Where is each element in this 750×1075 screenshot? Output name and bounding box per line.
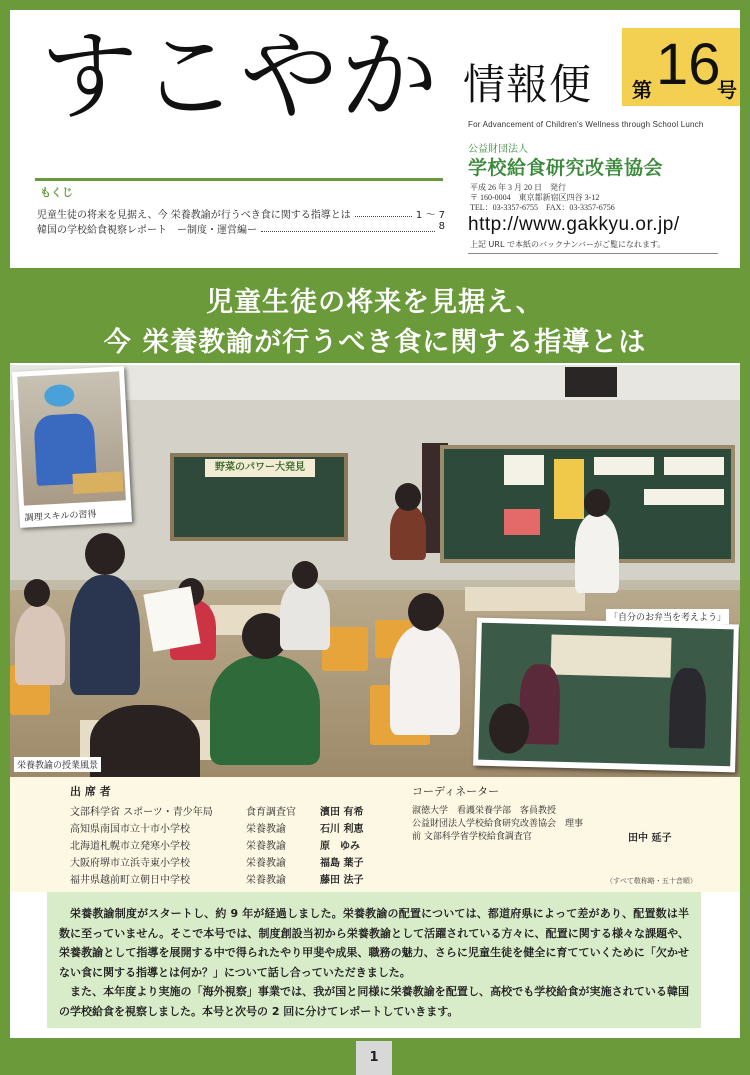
caption-cooking: 調理スキルの習得 [21,506,100,525]
student-figure [15,605,65,685]
participant-name: 福島 葉子 [320,858,364,869]
publish-date: 平成 26 年 3 月 20 日 発行 [470,183,566,192]
student-figure [488,703,529,754]
caption-bento: 「自分のお弁当を考えよう」 [606,609,729,624]
coordinator-label: コーディネーター [412,785,500,798]
cutting-board [72,471,123,494]
header-divider [468,253,718,254]
inset-photo-bento [473,618,739,773]
issue-prefix: 第 [632,78,652,102]
toc-leader [355,206,412,217]
toc-heading: もくじ [40,186,73,199]
board-card [504,509,540,535]
inset-photo-bento-image [478,623,733,767]
toc-item-title: 韓国の学校給食視察レポート ー制度・運営編ー [37,225,257,236]
board-card [644,489,724,505]
participant-role: 栄養教諭 [246,841,286,852]
participant-role: 栄養教諭 [246,824,286,835]
inset-photo-cooking-image [17,371,126,505]
participants-label: 出 席 者 [70,785,111,798]
participant-role: 栄養教諭 [246,858,286,869]
participant-org: 高知県南国市立十市小学校 [70,824,190,835]
board-card [504,455,544,485]
newsletter-logo: すこやか [40,20,441,134]
participant-org: 大阪府堺市立浜寺東小学校 [70,858,190,869]
nutrition-teacher-figure [575,513,619,593]
board-card [554,459,584,519]
headline-banner [10,268,740,363]
blackboard-title: 野菜のパワー大発見 [205,459,315,477]
student-figure [90,705,200,777]
wall-speaker [565,367,617,397]
toc-item-title: 児童生徒の将来を見据え、今 栄養教諭が行うべき食に関する指導とは [37,210,351,221]
summary-paragraph: 栄養教諭制度がスタートし、約 9 年が経過しました。栄養教諭の配置については、都道府県によって差があり、配置数は半数に至っていません。そこで本号では、制度創設当初から栄養教諭として活躍されている方々に、配置に関する様々な課題や、栄養教諭として指導を展開する中で得られたやり甲斐や成果、職務の魅力、さらに児童生徒を健全に育てていくために「欠かせない食に関する指導とは何か？」について話し合っていただきました。 [59,907,689,979]
student-figure [669,668,707,749]
org-type: 公益財団法人 [468,144,528,155]
toc-item-page: 1 〜 7 [415,210,445,221]
participant-org: 福井県越前町立朝日中学校 [70,875,190,886]
honorific-note: （すべて敬称略・五十音順） [606,877,697,885]
student-figure [390,625,460,735]
coordinator-affiliation: 淑徳大学 看護栄養学部 客員教授 [412,806,557,816]
teacher-head [395,483,421,511]
caption-lesson: 栄養教諭の授業風景 [14,757,101,772]
classroom-photo [10,365,740,777]
tagline: For Advancement of Children's Wellness through School Lunch [468,120,704,129]
headline-line-2: 今 栄養教諭が行うべき食に関する指導とは [103,327,647,358]
cook-cap [44,384,75,408]
participant-org: 北海道札幌市立発寒小学校 [70,841,190,852]
info-title: 情報便 [463,60,593,109]
participant-role: 栄養教諭 [246,875,286,886]
page-number: 1 [356,1041,392,1075]
coordinator-affiliation: 前 文部科学省学校給食調査官 [412,832,532,842]
student-figure [210,655,320,765]
participant-role: 食育調査官 [246,807,296,818]
student-head [292,561,318,589]
newsletter-page [10,10,740,1038]
student-figure [70,575,140,695]
summary-paragraph: また、本年度より実施の「海外視察」事業では、我が国と同様に栄養教諭を配置し、高校でも学校給食が実施されている韓国の学校給食を視察しました。本号と次号の 2 回に分けてレポートしていきます。 [59,985,689,1018]
bento-cards [551,635,672,678]
address: 〒 160-0004 東京都新宿区四谷 3-12 [470,193,600,202]
coordinator-affiliation: 公益財団法人学校給食研究改善協会 理事 [412,819,584,829]
issue-suffix: 号 [717,78,737,102]
toc-item[interactable] [37,221,445,236]
issue-number: 16 [656,32,721,97]
org-name: 学校給食研究改善協会 [468,157,664,179]
student-head [408,593,444,631]
coordinator-name: 田中 延子 [628,833,672,844]
board-card [664,457,724,475]
student-head [85,533,125,575]
issue-badge [622,28,740,106]
toc-item[interactable] [37,206,445,221]
toc-leader [261,221,435,232]
website-link[interactable]: http://www.gakkyu.or.jp/ [468,214,680,235]
participant-name: 石川 利恵 [320,824,364,835]
participant-name: 原 ゆみ [320,841,360,852]
student-head [24,579,50,607]
student-figure [280,580,330,650]
summary-box [47,892,701,1028]
toc-divider [35,178,443,181]
url-note: 上記 URL で本紙のバックナンバーがご覧になれます。 [470,240,666,249]
headline-line-1: 児童生徒の将来を見据え、 [206,287,544,318]
board-card [594,457,654,475]
inset-photo-cooking [12,366,132,528]
worksheet [143,586,200,651]
teacher-figure [390,505,426,560]
participant-name: 濱田 有希 [320,807,364,818]
desk [465,587,585,611]
toc-item-page: 8 [438,221,445,232]
participant-name: 藤田 法子 [320,875,364,886]
nutrition-teacher-head [584,489,610,517]
participants-panel [10,777,740,892]
participant-org: 文部科学省 スポーツ・青少年局 [70,807,213,818]
phone-fax: TEL：03-3357-6755 FAX：03-3357-6756 [470,203,615,212]
